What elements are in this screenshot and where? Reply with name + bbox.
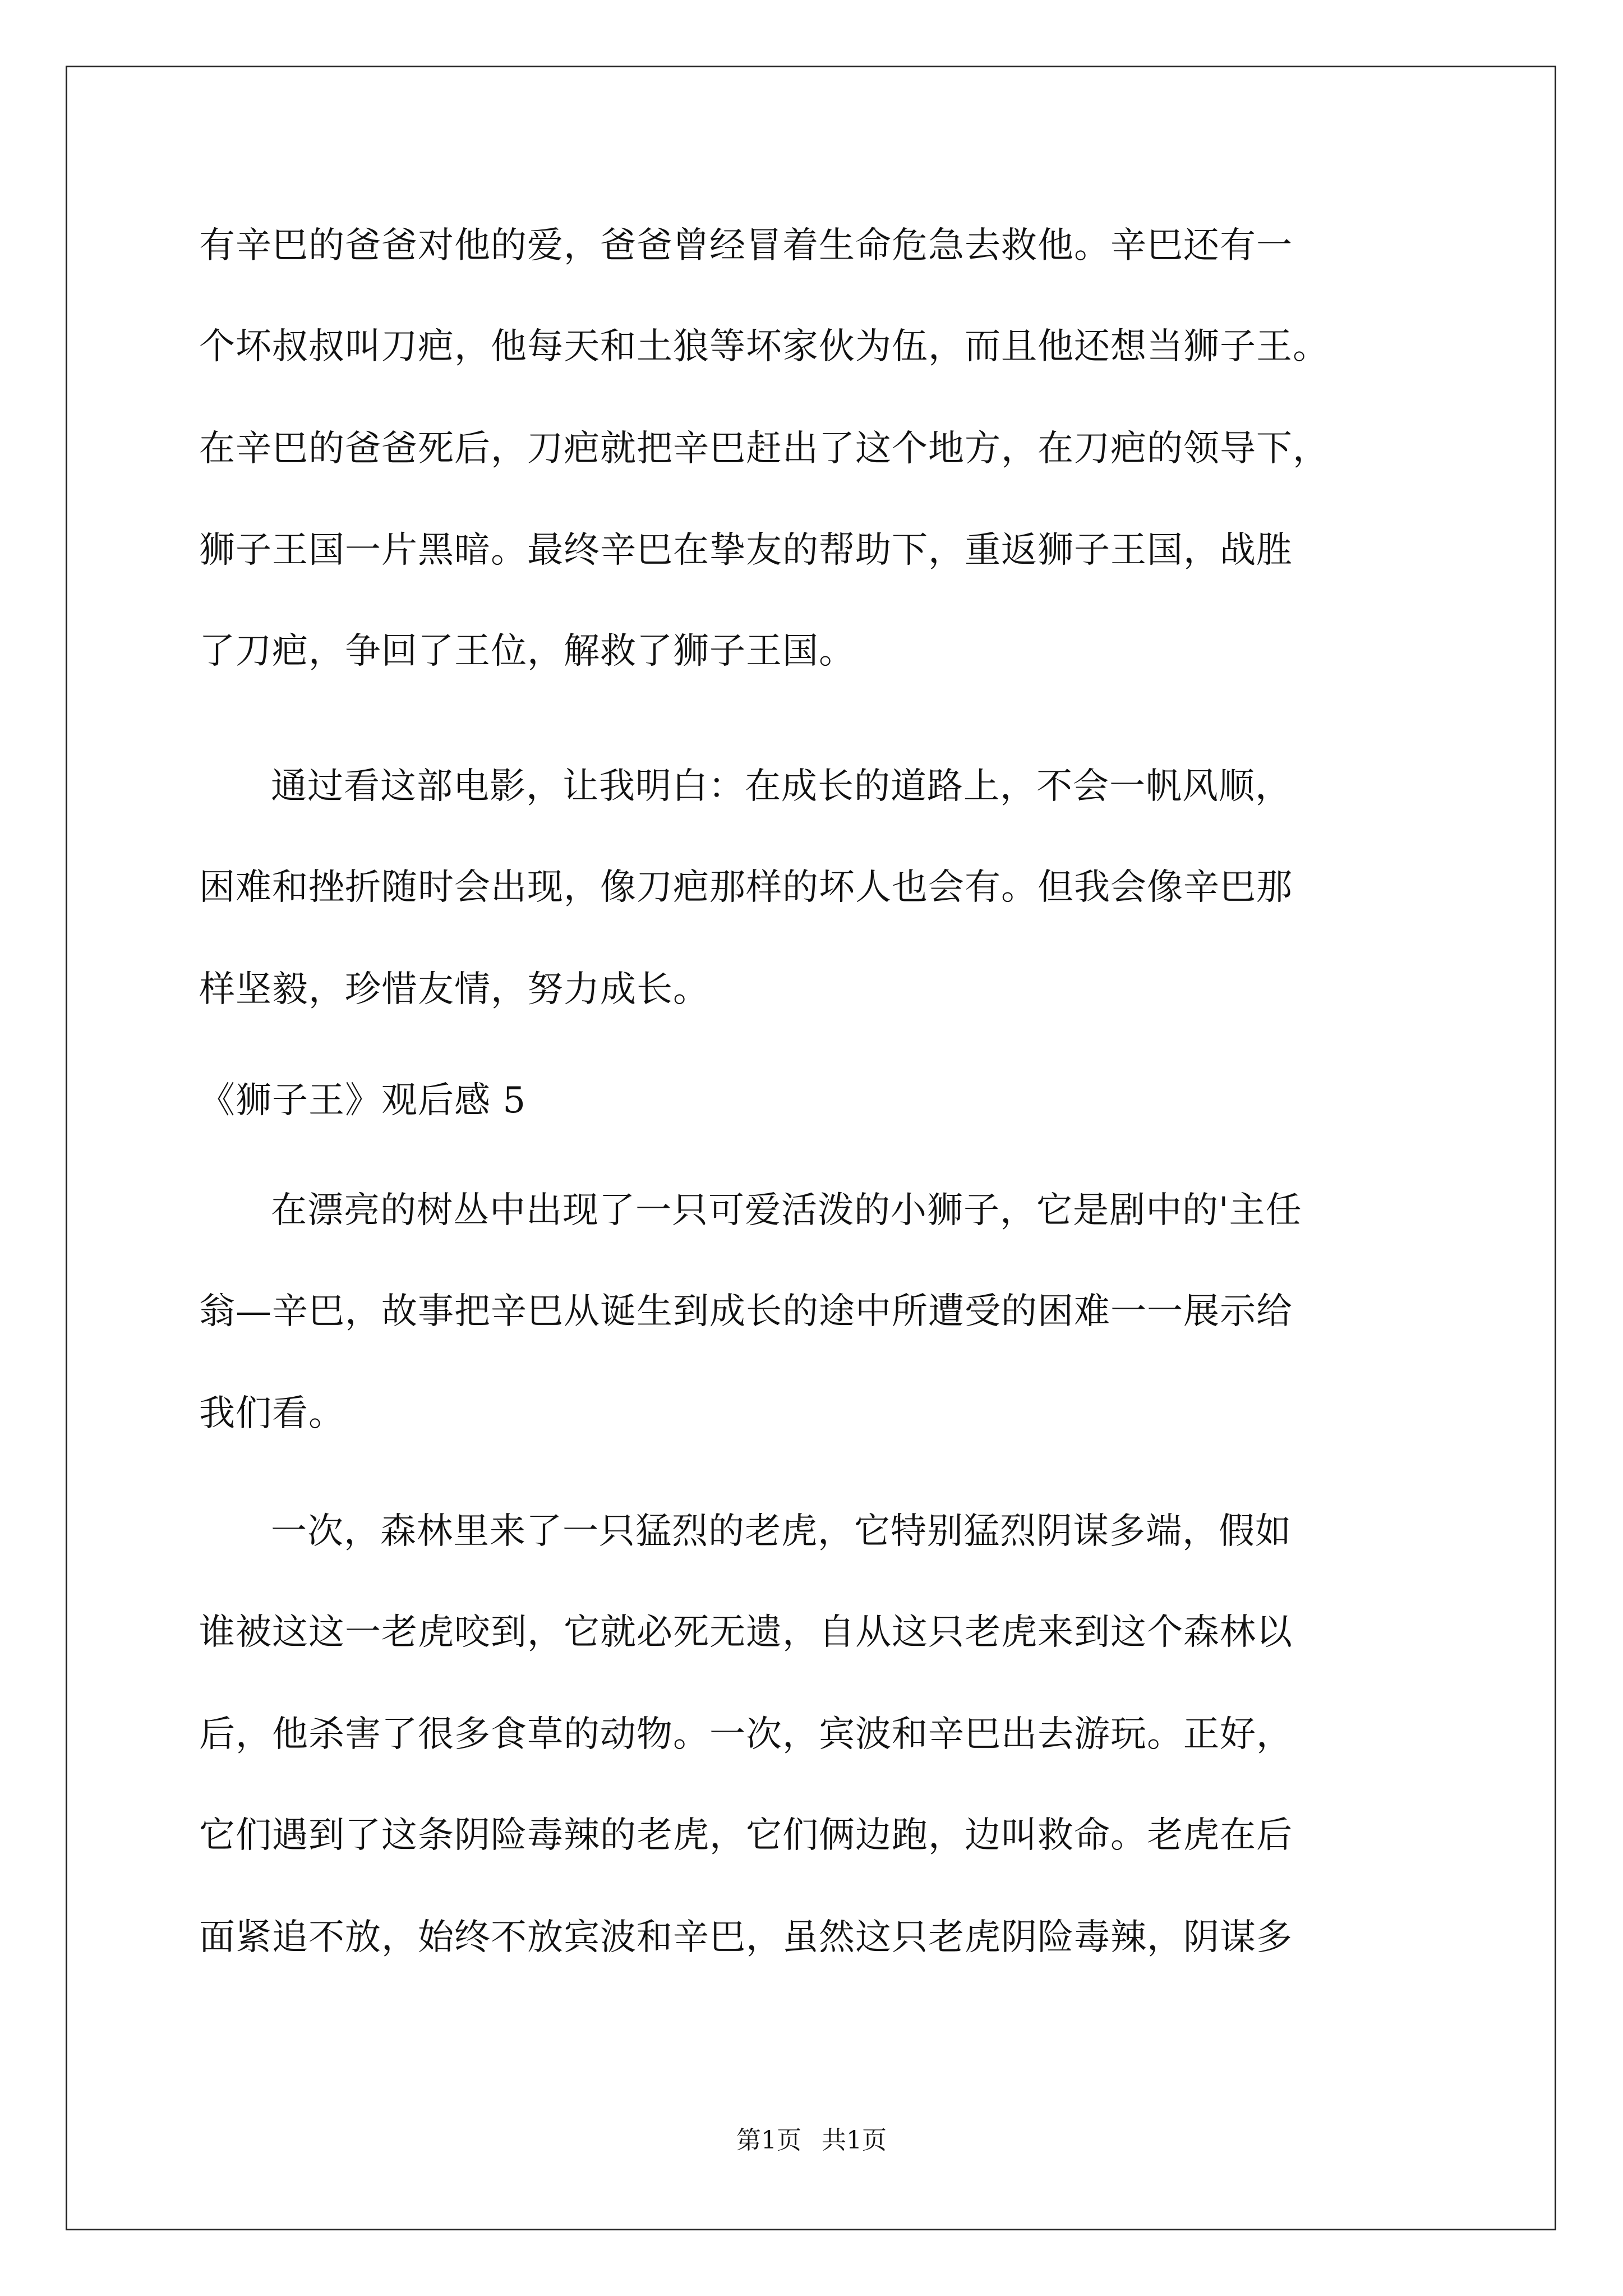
text-line: 在辛巴的爸爸死后，刀疤就把辛巴赶出了这个地方，在刀疤的领导下， — [199, 428, 1329, 470]
page-number-total: 共1页 — [822, 2126, 887, 2155]
text-line: 狮子王国一片黑暗。最终辛巴在挚友的帮助下，重返狮子王国，战胜 — [199, 530, 1293, 571]
text-line: 一次，森林里来了一只猛烈的老虎，它特别猛烈阴谋多端，假如 — [271, 1511, 1292, 1552]
section-heading: 《狮子王》观后感 5 — [199, 1080, 527, 1121]
text-line: 我们看。 — [199, 1393, 345, 1434]
page-border — [66, 66, 1556, 2230]
text-line: 个坏叔叔叫刀疤，他每天和土狼等坏家伙为伍，而且他还想当狮子王。 — [199, 326, 1329, 367]
page-footer — [0, 2125, 1623, 2156]
text-line: 样坚毅，珍惜友情，努力成长。 — [199, 969, 709, 1010]
text-line: 有辛巴的爸爸对他的爱，爸爸曾经冒着生命危急去救他。辛巴还有一 — [199, 225, 1293, 266]
text-line: 它们遇到了这条阴险毒辣的老虎，它们俩边跑，边叫救命。老虎在后 — [199, 1815, 1293, 1856]
text-line: 通过看这部电影，让我明白：在成长的道路上，不会一帆风顺， — [271, 766, 1292, 807]
page-number-current: 第1页 — [736, 2126, 801, 2155]
text-line: 在漂亮的树丛中出现了一只可爱活泼的小狮子，它是剧中的'主任 — [271, 1190, 1302, 1231]
text-line: 谁被这这一老虎咬到，它就必死无遗，自从这只老虎来到这个森林以 — [199, 1612, 1293, 1653]
text-line: 翁—辛巴，故事把辛巴从诞生到成长的途中所遭受的困难一一展示给 — [199, 1291, 1293, 1332]
text-line: 困难和挫折随时会出现，像刀疤那样的坏人也会有。但我会像辛巴那 — [199, 867, 1293, 908]
text-line: 面紧追不放，始终不放宾波和辛巴，虽然这只老虎阴险毒辣，阴谋多 — [199, 1917, 1293, 1958]
text-line: 后，他杀害了很多食草的动物。一次，宾波和辛巴出去游玩。正好， — [199, 1714, 1293, 1755]
text-line: 了刀疤，争回了王位，解救了狮子王国。 — [199, 631, 855, 672]
